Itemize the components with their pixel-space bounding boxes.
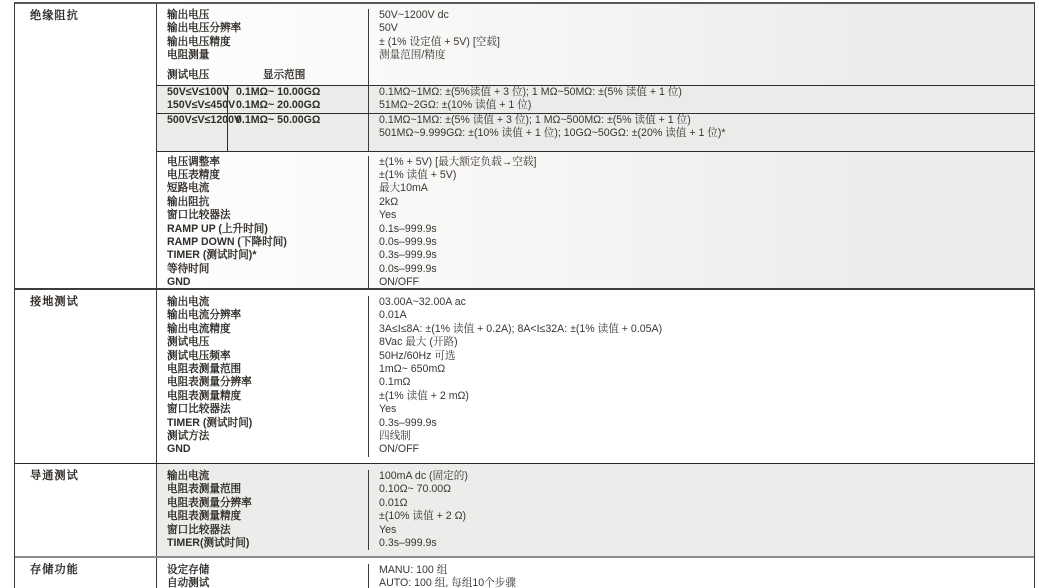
spec-rows xyxy=(157,4,1034,63)
spec-row xyxy=(157,22,1034,35)
spec-row xyxy=(157,524,1034,537)
spec-label: TIMER (测试时间) xyxy=(167,416,253,429)
spec-label: 等待时间 xyxy=(167,262,210,275)
column-header-display-range: 显示范围 xyxy=(263,69,306,82)
spec-value: 0.1s–999.9s xyxy=(368,223,1034,236)
spec-row xyxy=(157,309,1034,322)
spec-row xyxy=(157,443,1034,456)
spec-value: ±(10% 读值 + 2 Ω) xyxy=(368,510,1034,523)
spec-label: 自动测试 xyxy=(167,577,210,588)
spec-row xyxy=(157,296,1034,309)
spec-value: 0.0s–999.9s xyxy=(368,236,1034,249)
spec-row xyxy=(157,236,1034,249)
spec-value: AUTO: 100 组, 每组10个步骤 xyxy=(368,577,1034,588)
section-ground-test xyxy=(15,288,1034,463)
spec-row xyxy=(157,49,1034,62)
subtable-group xyxy=(157,86,1034,114)
spec-value: ON/OFF xyxy=(368,443,1034,456)
spec-label: 输出电流 xyxy=(167,296,210,308)
section-body xyxy=(157,290,1034,463)
spec-label: 窗口比较器法 xyxy=(167,403,231,416)
subtable-header-left xyxy=(157,63,368,85)
accuracy-line: 51MΩ~2GΩ: ±(10% 读值 + 1 位) xyxy=(379,99,532,112)
spec-label: 电阻测量 xyxy=(167,49,210,62)
spec-row xyxy=(157,577,1034,588)
spec-label: 窗口比较器法 xyxy=(167,209,231,222)
accuracy-line: 0.1MΩ~1MΩ: ±(5%读值 + 3 位); 1 MΩ~50MΩ: ±(5% 读值 + 1 位) xyxy=(379,85,682,98)
spec-row xyxy=(157,249,1034,262)
accuracy-cell xyxy=(368,114,1034,151)
spec-label: 输出阻抗 xyxy=(167,195,210,208)
subtable-header xyxy=(157,63,1034,86)
section-title: 绝缘阻抗 xyxy=(15,4,157,288)
display-range: 0.1MΩ~ 10.00GΩ xyxy=(236,85,321,98)
spec-row xyxy=(157,182,1034,195)
spec-row xyxy=(157,336,1034,349)
spec-value: 0.01Ω xyxy=(368,497,1034,510)
spec-row xyxy=(157,36,1034,49)
section-insulation-resistance xyxy=(15,4,1034,288)
spec-label: 电阻表测量范围 xyxy=(167,483,242,496)
spec-value: ±(1% 读值 + 2 mΩ) xyxy=(368,390,1034,403)
spec-label: 输出电压分辨率 xyxy=(167,22,242,35)
voltage-range-cell xyxy=(157,85,236,113)
spec-value: 0.1mΩ xyxy=(368,376,1034,389)
subtable-header-spacer xyxy=(368,63,1034,85)
spec-label: 电阻表测量分辨率 xyxy=(167,376,252,389)
spec-value: 50Hz/60Hz 可选 xyxy=(368,350,1034,363)
section-storage-function xyxy=(15,556,1034,588)
spec-value: Yes xyxy=(368,524,1034,537)
spec-row xyxy=(157,9,1034,22)
spec-row xyxy=(157,564,1034,577)
spec-value: 8Vac 最大 (开路) xyxy=(368,336,1034,349)
spec-label: GND xyxy=(167,276,191,288)
spec-label: 电压调整率 xyxy=(167,155,220,168)
spec-label: 电阻表测量精度 xyxy=(167,510,242,523)
spec-row xyxy=(157,223,1034,236)
spec-row xyxy=(157,363,1034,376)
spec-value: ±(1% 读值 + 5V) xyxy=(368,169,1034,182)
spec-value: 0.0s–999.9s xyxy=(368,263,1034,276)
spec-value: 50V~1200V dc xyxy=(368,9,1034,22)
spec-value: 0.10Ω~ 70.00Ω xyxy=(368,483,1034,496)
spec-label: 输出电流分辨率 xyxy=(167,309,242,322)
subtable-group xyxy=(157,114,1034,152)
section-title: 接地测试 xyxy=(15,290,157,463)
display-range-cell xyxy=(227,86,368,113)
spec-row xyxy=(157,430,1034,443)
spec-row xyxy=(157,209,1034,222)
spec-value: 3A≤I≤8A: ±(1% 读值 + 0.2A); 8A<I≤32A: ±(1% 读值 + 0.05A) xyxy=(368,323,1034,336)
spec-label: 测试方法 xyxy=(167,430,210,443)
spec-rows xyxy=(157,152,1034,288)
spec-row xyxy=(157,483,1034,496)
spec-label: TIMER (测试时间)* xyxy=(167,249,257,262)
spec-value: 0.01A xyxy=(368,309,1034,322)
spec-label: 窗口比较器法 xyxy=(167,523,231,536)
spec-label: 电压表精度 xyxy=(167,169,220,182)
section-continuity-test xyxy=(15,463,1034,556)
spec-row xyxy=(157,470,1034,483)
spec-label: RAMP DOWN (下降时间) xyxy=(167,236,287,249)
spec-row xyxy=(157,263,1034,276)
column-header-test-voltage: 测试电压 xyxy=(167,69,210,82)
spec-value: ± (1% 设定值 + 5V) [空载] xyxy=(368,36,1034,49)
spec-label: 输出电流 xyxy=(167,470,210,482)
section-title: 存储功能 xyxy=(15,558,157,588)
spec-value: Yes xyxy=(368,209,1034,222)
spec-value: 1mΩ~ 650mΩ xyxy=(368,363,1034,376)
spec-value: ±(1% + 5V) [最大额定负载→空载] xyxy=(368,156,1034,169)
spec-row xyxy=(157,403,1034,416)
section-body xyxy=(157,464,1034,556)
spec-label: 电阻表测量分辨率 xyxy=(167,496,252,509)
spec-label: 电阻表测量精度 xyxy=(167,389,242,402)
spec-label: 测试电压 xyxy=(167,336,210,349)
voltage-range: 50V≤V≤100V xyxy=(167,85,230,98)
spec-value: 50V xyxy=(368,22,1034,35)
spec-label: 输出电压 xyxy=(167,9,210,21)
section-title: 导通测试 xyxy=(15,464,157,556)
display-range-cell xyxy=(227,114,368,151)
spec-value: 四线制 xyxy=(368,430,1034,443)
spec-row xyxy=(157,169,1034,182)
spec-label: GND xyxy=(167,443,191,456)
section-body xyxy=(157,4,1034,288)
spec-row xyxy=(157,510,1034,523)
spec-label: TIMER(测试时间) xyxy=(167,537,250,550)
voltage-range-cell xyxy=(157,113,242,151)
spec-row xyxy=(157,276,1034,288)
spec-row xyxy=(157,156,1034,169)
display-range: 0.1MΩ~ 50.00GΩ xyxy=(236,113,321,126)
spec-row xyxy=(157,376,1034,389)
spec-label: 电阻表测量范围 xyxy=(167,363,242,376)
spec-value: 测量范围/精度 xyxy=(368,49,1034,62)
section-body xyxy=(157,558,1034,588)
spec-table xyxy=(14,2,1035,588)
display-range: 0.1MΩ~ 20.00GΩ xyxy=(236,99,321,112)
spec-label: 输出电压精度 xyxy=(167,35,231,48)
voltage-range: 500V≤V≤1200V xyxy=(167,113,242,126)
spec-label: 设定存储 xyxy=(167,564,210,576)
spec-value: 0.3s–999.9s xyxy=(368,249,1034,262)
spec-value: 0.3s–999.9s xyxy=(368,417,1034,430)
accuracy-cell xyxy=(368,86,1034,113)
accuracy-line: 0.1MΩ~1MΩ: ±(5% 读值 + 3 位); 1 MΩ~500MΩ: ±(5% 读值 + 1 位) xyxy=(379,113,691,126)
spec-value: 03.00A~32.00A ac xyxy=(368,296,1034,309)
spec-value: 0.3s–999.9s xyxy=(368,537,1034,550)
spec-label: 短路电流 xyxy=(167,182,210,195)
spec-value: 2kΩ xyxy=(368,196,1034,209)
spec-row xyxy=(157,537,1034,550)
spec-row xyxy=(157,323,1034,336)
spec-value: MANU: 100 组 xyxy=(368,564,1034,577)
spec-row xyxy=(157,390,1034,403)
spec-value: ON/OFF xyxy=(368,276,1034,288)
spec-row xyxy=(157,196,1034,209)
spec-label: RAMP UP (上升时间) xyxy=(167,222,268,235)
spec-value: 100mA dc (固定的) xyxy=(368,470,1034,483)
accuracy-line: 501MΩ~9.999GΩ: ±(10% 读值 + 1 位); 10GΩ~50GΩ: ±(20% 读值 + 1 位)* xyxy=(379,127,726,140)
voltage-range: 150V≤V≤450V xyxy=(167,99,236,112)
spec-label: 测试电压频率 xyxy=(167,349,231,362)
spec-row xyxy=(157,350,1034,363)
spec-value: 最大10mA xyxy=(368,182,1034,195)
spec-value: Yes xyxy=(368,403,1034,416)
spec-row xyxy=(157,417,1034,430)
spec-row xyxy=(157,497,1034,510)
spec-label: 输出电流精度 xyxy=(167,322,231,335)
